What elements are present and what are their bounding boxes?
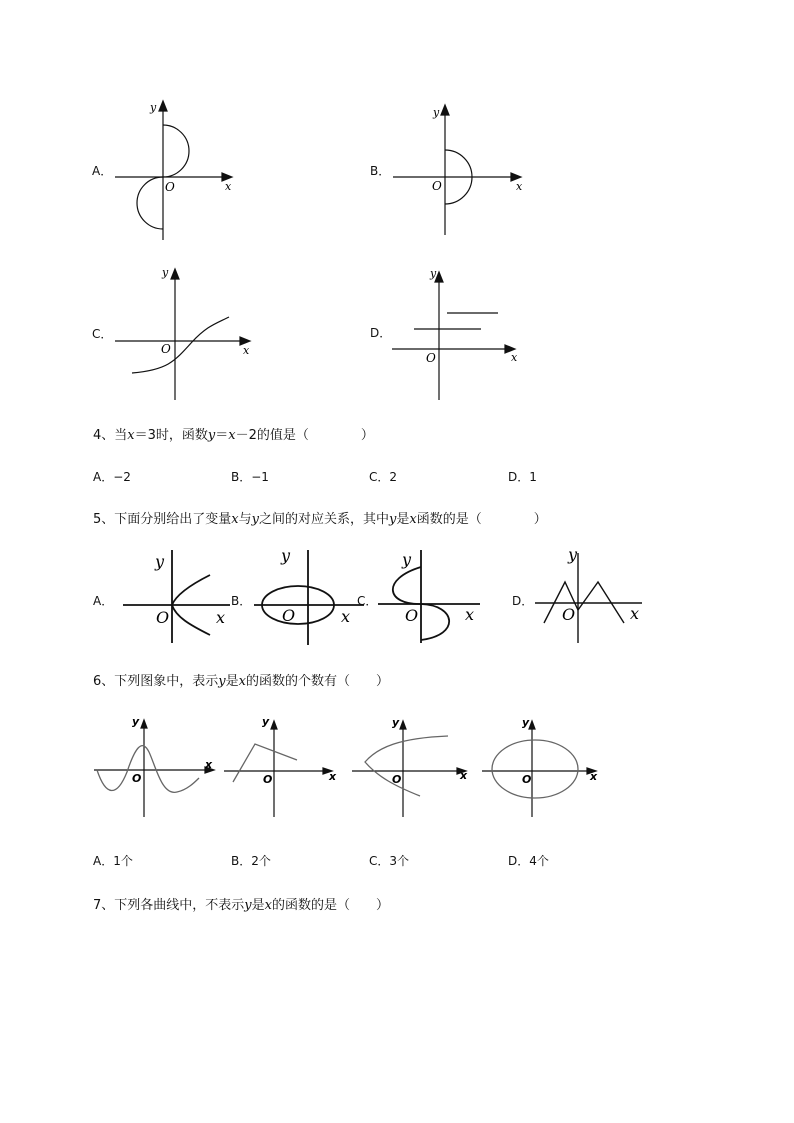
q6g2-x-label: x (329, 770, 337, 783)
q5d-origin-label: O (562, 605, 576, 624)
q5-option-c-label: C． (357, 594, 378, 608)
q6g2-origin-label: O (263, 773, 273, 786)
q5b-x-label: x (341, 607, 351, 626)
q4-option-a: A．−2 (93, 470, 131, 484)
q6g4-y-label: y (522, 716, 530, 729)
q5a-y-label: y (155, 552, 165, 571)
q5a-x-label: x (216, 608, 226, 627)
q3-graph-c (112, 262, 262, 402)
q5-question-text: 5、下面分别给出了变量x与y之间的对应关系，其中y是x函数的是（ ） (93, 512, 547, 527)
q3-graph-a (110, 95, 250, 245)
q3-graph-d (390, 263, 530, 403)
q5-graph-b (252, 545, 372, 645)
q5-option-d-label: D． (512, 594, 534, 608)
q3a-x-label: x (225, 180, 232, 193)
q6g3-x-label: x (460, 769, 468, 782)
q6-question-text: 6、下列图象中，表示y是x的函数的个数有（ ） (93, 674, 390, 689)
q3d-origin-label: O (426, 351, 436, 365)
q3b-x-label: x (516, 180, 523, 193)
q5-graph-a (120, 545, 240, 645)
q5-option-a-label: A． (93, 594, 114, 608)
q5d-x-label: x (630, 604, 640, 623)
q7-question-text: 7、下列各曲线中，不表示y是x的函数的是（ ） (93, 898, 390, 913)
q5-graph-d (532, 545, 652, 645)
q6g1-x-label: x (205, 758, 213, 771)
q3c-x-label: x (243, 344, 250, 357)
q3a-y-label: y (150, 101, 157, 114)
q6g1-y-label: y (132, 715, 140, 728)
q6-option-c: C．3个 (369, 854, 410, 868)
q5-number: 5、 (93, 512, 115, 527)
q6-number: 6、 (93, 674, 115, 689)
q3b-y-label: y (433, 106, 440, 119)
q3d-y-label: y (430, 267, 437, 280)
q6g2-y-label: y (262, 715, 270, 728)
q4-option-b: B．−1 (231, 470, 269, 484)
q3-option-a-label: A． (92, 164, 113, 178)
q6-graph-4 (480, 712, 605, 822)
q6g4-origin-label: O (522, 773, 532, 786)
q6-option-d: D．4个 (508, 854, 549, 868)
q4-number: 4、 (93, 428, 115, 443)
q4-option-c: C．2 (369, 470, 398, 484)
q3-graph-b (388, 100, 528, 240)
q3a-origin-label: O (165, 180, 175, 194)
q4-option-d: D．1 (508, 470, 537, 484)
q5c-y-label: y (402, 550, 412, 569)
q4-question-text: 4、当x＝3时，函数y＝x－2的值是（ ） (93, 428, 374, 443)
q5c-x-label: x (465, 605, 475, 624)
q6-option-a: A．1个 (93, 854, 133, 868)
q5c-origin-label: O (405, 606, 419, 625)
q3-option-c-label: C． (92, 327, 113, 341)
q6-option-b: B．2个 (231, 854, 271, 868)
q3-option-d-label: D． (370, 326, 392, 340)
q3c-origin-label: O (161, 342, 171, 356)
q3d-x-label: x (511, 351, 518, 364)
q6g1-origin-label: O (132, 772, 142, 785)
q7-number: 7、 (93, 898, 115, 913)
q5b-y-label: y (281, 546, 291, 565)
q6g4-x-label: x (590, 770, 598, 783)
q3b-origin-label: O (432, 179, 442, 193)
q5d-y-label: y (568, 545, 578, 564)
q5-graph-c (376, 545, 486, 645)
q6g3-y-label: y (392, 716, 400, 729)
q6-graph-1 (92, 712, 222, 822)
q3-option-b-label: B． (370, 164, 391, 178)
q6-graph-2 (222, 712, 347, 822)
q6-graph-3 (350, 712, 475, 822)
q6g3-origin-label: O (392, 773, 402, 786)
q5a-origin-label: O (156, 608, 170, 627)
q5-option-b-label: B． (231, 594, 252, 608)
q3c-y-label: y (162, 266, 169, 279)
q5b-origin-label: O (282, 606, 296, 625)
